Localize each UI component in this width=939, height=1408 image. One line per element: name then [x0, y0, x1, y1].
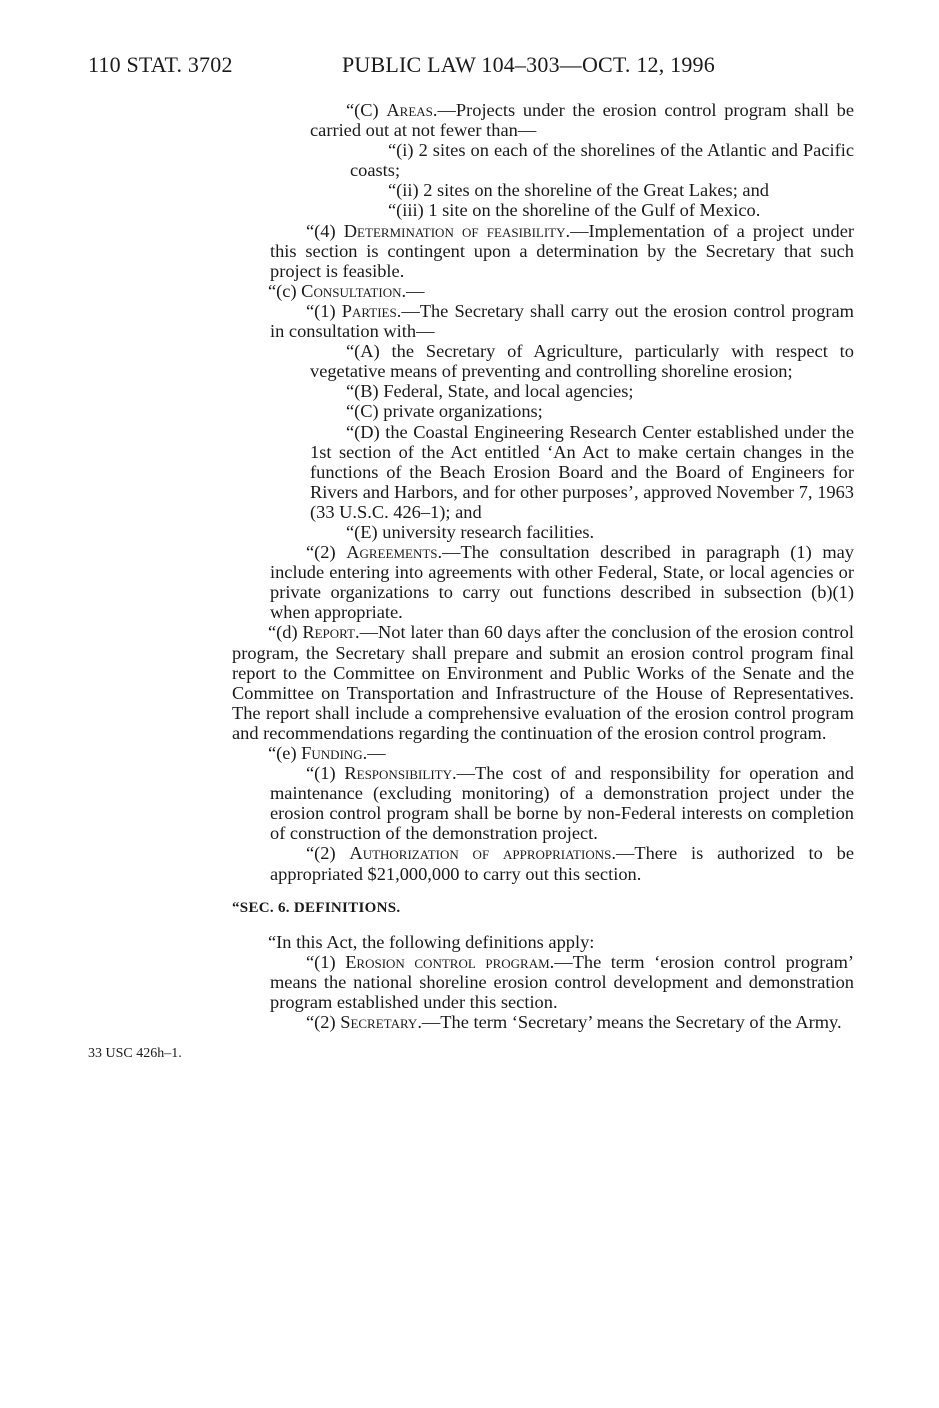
subsection-e-funding: “(e) Funding.—	[268, 743, 386, 763]
subsection-c-consultation: “(c) Consultation.—	[268, 280, 425, 301]
subparagraph-a: “(A) the Secretary of Agriculture, particularly with respect to vegetative means of preventing and controlling shoreline erosion;	[310, 341, 854, 382]
statute-body	[232, 100, 854, 1032]
subparagraph-e: “(E) university research facilities.	[346, 521, 595, 542]
subparagraph-d: “(D) the Coastal Engineering Research Center established under the 1st section of the Act entitled ‘An Act to make certain changes in the functions of the Beach Erosion Board and the Board of Engineers for Rivers and Harbors, and for other purposes’, approved November 7, 1963 (33 U.S.C. 426–1); and	[310, 421, 854, 522]
statute-page-number: 110 STAT. 3702	[88, 52, 233, 77]
clause-ii: “(ii) 2 sites on the shoreline of the Great Lakes; and	[388, 180, 769, 201]
subsection-d-report: “(d) Report.—Not later than 60 days after the conclusion of the erosion control program, the Secretary shall prepare and submit an erosion control program final report to the Committee on Environment and Public Works of the Senate and the Committee on Transportation and Infrastructure of the House of Representatives. The report shall include a comprehensive evaluation of the erosion control program and recommendations regarding the continuation of the erosion control program.	[232, 622, 854, 743]
definition-1-erosion-control-program: “(1) Erosion control program.—The term ‘erosion control program’ means the national shoreline erosion control development and demonstration program established under this section.	[270, 951, 855, 1013]
subparagraph-b: “(B) Federal, State, and local agencies;	[346, 381, 634, 402]
margin-citation: 33 USC 426h–1.	[88, 1046, 182, 1061]
section-6-intro: “In this Act, the following definitions apply:	[268, 931, 595, 952]
paragraph-c2-agreements: “(2) Agreements.—The consultation described in paragraph (1) may include entering into agreements with other Federal, State, or local agencies or private organizations to carry out functions described in subsection (b)(1) when appropriate.	[270, 542, 854, 623]
section-6-heading: “SEC. 6. DEFINITIONS.	[232, 899, 401, 916]
paragraph-4-feasibility: “(4) Determination of feasibility.—Implementation of a project under this section is contingent upon a determination by the Secretary that such project is feasible.	[270, 220, 855, 281]
clause-iii: “(iii) 1 site on the shoreline of the Gulf of Mexico.	[388, 200, 761, 221]
paragraph-e2-appropriations: “(2) Authorization of appropriations.—There is authorized to be appropriated $21,000,000 to carry out this section.	[270, 843, 854, 884]
clause-i: “(i) 2 sites on each of the shorelines of the Atlantic and Pacific coasts;	[350, 140, 854, 181]
paragraph-c1-parties: “(1) Parties.—The Secretary shall carry out the erosion control program in consultation with—	[270, 300, 854, 342]
paragraph-e1-responsibility: “(1) Responsibility.—The cost of and responsibility for operation and maintenance (excluding monitoring) of a demonstration project under the erosion control program shall be borne by non-Federal interests on completion of construction of the demonstration project.	[270, 763, 854, 844]
paragraph-c-areas: “(C) Areas.—Projects under the erosion control program shall be carried out at not fewer than—	[310, 100, 855, 141]
subparagraph-c: “(C) private organizations;	[346, 401, 543, 422]
running-head	[88, 52, 888, 82]
section-6	[232, 898, 854, 1033]
public-law-title: PUBLIC LAW 104–303—OCT. 12, 1996	[342, 52, 715, 77]
definition-2-secretary: “(2) Secretary.—The term ‘Secretary’ means the Secretary of the Army.	[306, 1012, 842, 1033]
